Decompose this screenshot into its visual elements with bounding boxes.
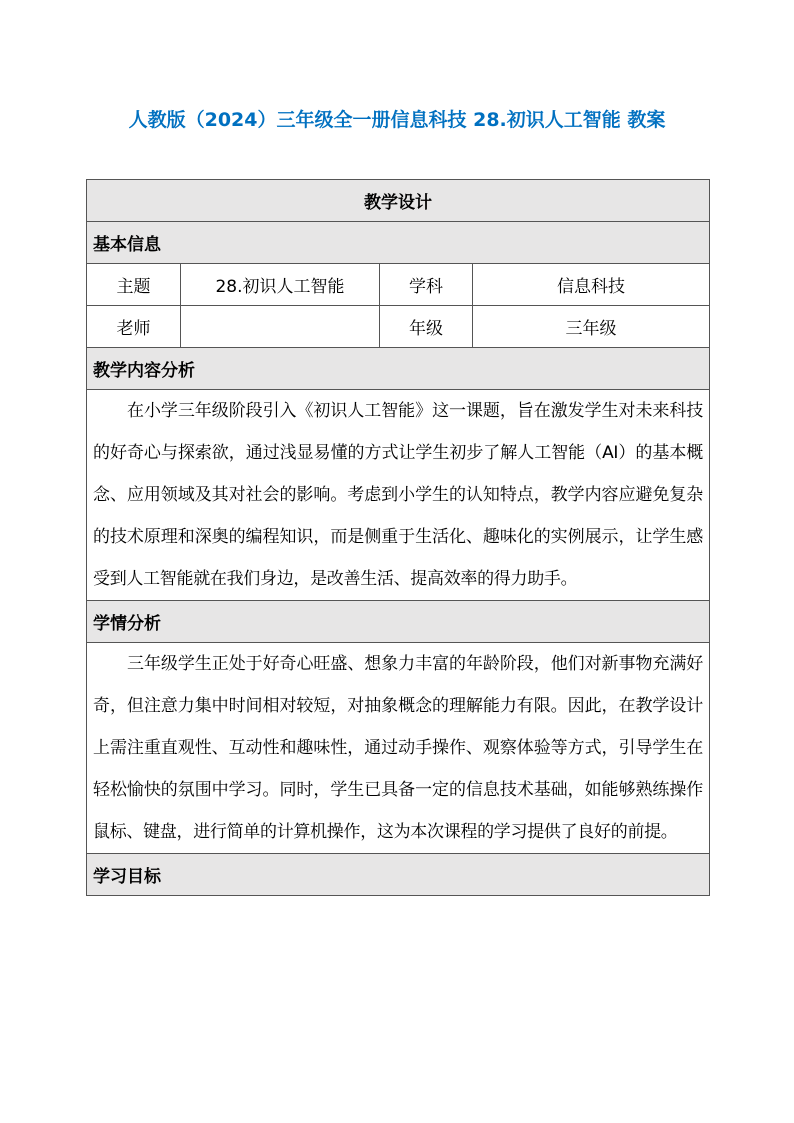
section-learner-analysis: 学情分析 <box>87 601 710 643</box>
topic-value: 28.初识人工智能 <box>181 264 380 306</box>
subject-value: 信息科技 <box>473 264 710 306</box>
basic-info-row <box>87 222 710 264</box>
grade-label: 年级 <box>380 306 473 348</box>
learner-analysis-header-row <box>87 601 710 643</box>
learning-goals-header-row <box>87 854 710 896</box>
lesson-plan-table <box>86 179 710 896</box>
learner-analysis-text: 三年级学生正处于好奇心旺盛、想象力丰富的年龄阶段，他们对新事物充满好奇，但注意力集中时间相对较短，对抽象概念的理解能力有限。因此，在教学设计上需注重直观性、互动性和趣味性，通过动手操作、观察体验等方式，引导学生在轻松愉快的氛围中学习。同时，学生已具备一定的信息技术基础，如能够熟练操作鼠标、键盘，进行简单的计算机操作，这为本次课程的学习提供了良好的前提。 <box>87 643 710 854</box>
subject-label: 学科 <box>380 264 473 306</box>
content-analysis-text: 在小学三年级阶段引入《初识人工智能》这一课题，旨在激发学生对未来科技的好奇心与探索欲，通过浅显易懂的方式让学生初步了解人工智能（AI）的基本概念、应用领域及其对社会的影响。考虑到小学生的认知特点，教学内容应避免复杂的技术原理和深奥的编程知识，而是侧重于生活化、趣味化的实例展示，让学生感受到人工智能就在我们身边，是改善生活、提高效率的得力助手。 <box>87 390 710 601</box>
teacher-value <box>181 306 380 348</box>
teacher-label: 老师 <box>87 306 181 348</box>
topic-label: 主题 <box>87 264 181 306</box>
topic-row <box>87 264 710 306</box>
section-basic-info: 基本信息 <box>87 222 710 264</box>
content-analysis-header-row <box>87 348 710 390</box>
teacher-row <box>87 306 710 348</box>
section-learning-goals: 学习目标 <box>87 854 710 896</box>
grade-value: 三年级 <box>473 306 710 348</box>
document-title: 人教版（2024）三年级全一册信息科技 28.初识人工智能 教案 <box>128 109 666 131</box>
learner-analysis-row <box>87 643 710 854</box>
content-analysis-row <box>87 390 710 601</box>
table-header-row <box>87 180 710 222</box>
section-content-analysis: 教学内容分析 <box>87 348 710 390</box>
table-header: 教学设计 <box>87 180 710 222</box>
